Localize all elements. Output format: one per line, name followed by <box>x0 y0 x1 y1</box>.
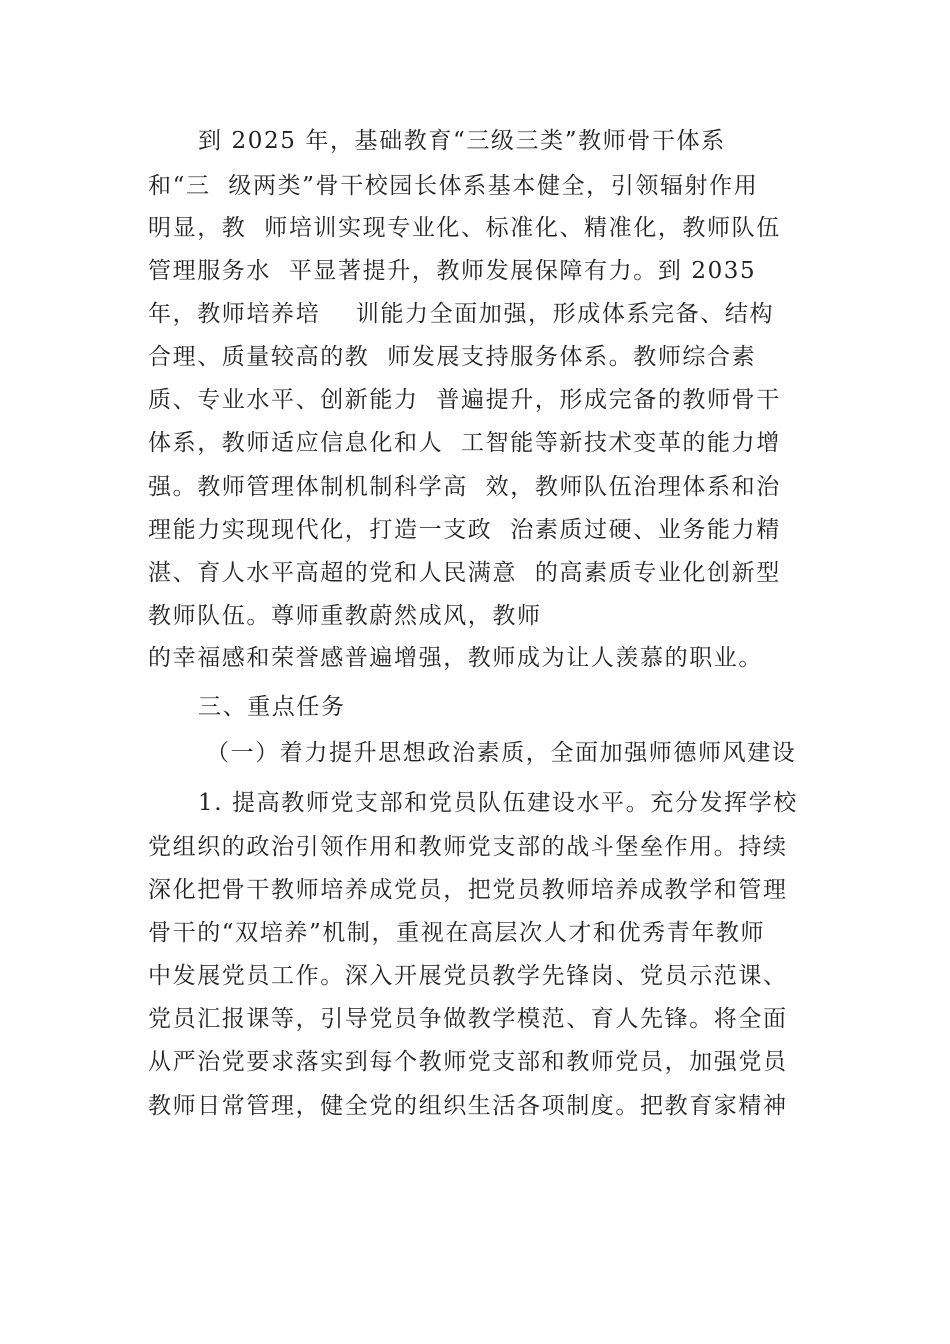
paragraph-line: 中发展党员工作。深入开展党员教学先锋岗、党员示范课、 <box>148 963 788 989</box>
paragraph-line: 到 2025 年，基础教育“三级三类”教师骨干体系 <box>198 128 726 154</box>
paragraph-line: 合理、质量较高的教 师发展支持服务体系。教师综合素 <box>148 344 757 370</box>
paragraph-line: 强。教师管理体制机制科学高 效，教师队伍治理体系和治 <box>148 474 781 500</box>
paragraph-line: 和“三 级两类”骨干校园长体系基本健全，引领辐射作用 <box>148 173 759 199</box>
paragraph-line: 体系，教师适应信息化和人 工智能等新技术变革的能力增 <box>148 430 781 456</box>
paragraph-line: 理能力实现现代化，打造一支政 治素质过硬、业务能力精 <box>148 517 781 543</box>
paragraph-line: 党员汇报课等，引导党员争做教学模范、育人先锋。将全面 <box>148 1006 788 1032</box>
paragraph-line: 教师日常管理，健全党的组织生活各项制度。把教育家精神 <box>148 1093 788 1119</box>
paragraph-line: 质、专业水平、创新能力 普遍提升，形成完备的教师骨干 <box>148 387 781 413</box>
paragraph-line: 年，教师培养培 训能力全面加强，形成体系完备、结构 <box>148 301 775 327</box>
paragraph-line: 明显，教 师培训实现专业化、标准化、精准化，教师队伍 <box>148 215 781 241</box>
paragraph-line: 党组织的政治引领作用和教师党支部的战斗堡垒作用。持续 <box>148 834 788 860</box>
paragraph-line: 的幸福感和荣誉感普遍增强，教师成为让人羡慕的职业。 <box>148 645 763 671</box>
paragraph-line: 管理服务水 平显著提升，教师发展保障有力。到 2035 <box>148 258 757 284</box>
paragraph-line: 湛、育人水平高超的党和人民满意 的高素质专业化创新型 <box>148 560 781 586</box>
paragraph-line: 教师队伍。尊师重教蔚然成风，教师 <box>148 603 542 629</box>
paragraph-line: 从严治党要求落实到每个教师党支部和教师党员，加强党员 <box>148 1049 788 1075</box>
paragraph-line: 深化把骨干教师培养成党员，把党员教师培养成教学和管理 <box>148 877 788 903</box>
paragraph-line: 1. 提高教师党支部和党员队伍建设水平。充分发挥学校 <box>198 790 798 816</box>
section-heading: 三、重点任务 <box>198 694 346 720</box>
subsection-heading: （一）着力提升思想政治素质，全面加强师德师风建设 <box>206 740 797 766</box>
paragraph-line: 骨干的“双培养”机制，重视在高层次人才和优秀青年教师 <box>148 920 766 946</box>
